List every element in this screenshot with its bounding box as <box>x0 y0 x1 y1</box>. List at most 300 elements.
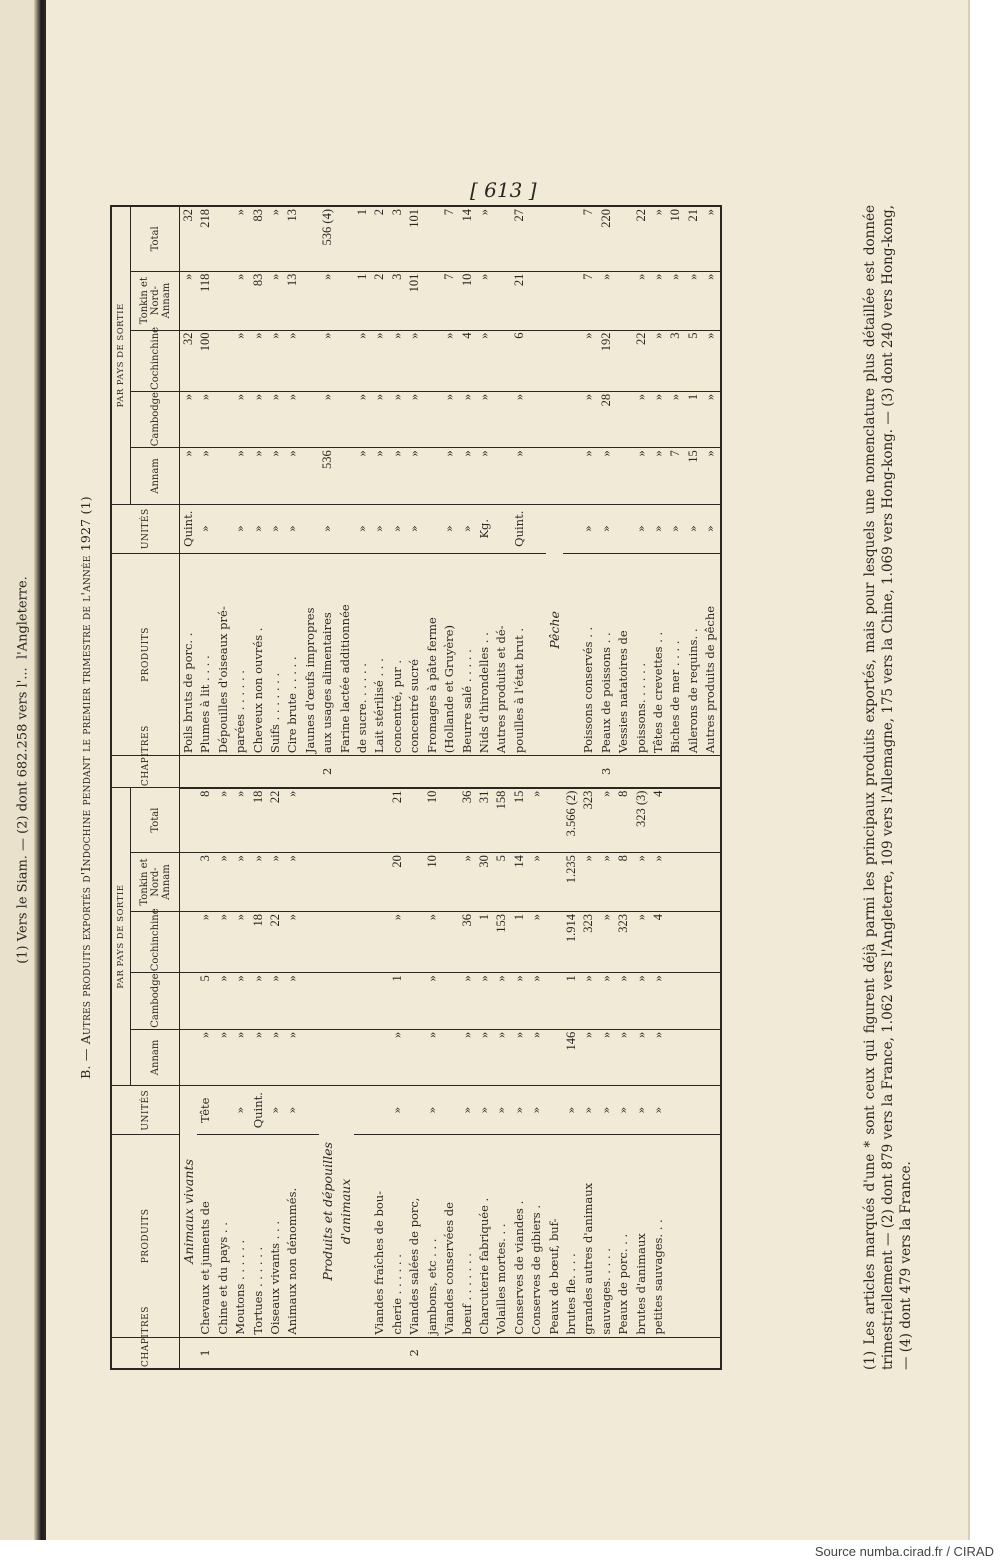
total-value: 8 <box>615 788 632 853</box>
table-body <box>180 206 721 1369</box>
cambodge-value <box>424 391 441 447</box>
tonkin-value: 20 <box>389 853 406 912</box>
annam-value: » <box>650 448 667 504</box>
cambodge-value: » <box>511 391 528 447</box>
product-cell: Volailles mortes. . . <box>493 1135 510 1337</box>
cambodge-value <box>563 391 580 447</box>
annam-value: » <box>232 448 249 504</box>
tonkin-value: » <box>650 271 667 330</box>
annam-value: 15 <box>685 448 702 504</box>
total-value: 32 <box>180 206 198 271</box>
chapter-cell <box>633 756 650 788</box>
product-cell: Chevaux et juments de <box>197 1135 214 1337</box>
product-cell: Autres produits et dé- <box>493 553 510 755</box>
chapter-cell <box>284 756 301 788</box>
tonkin-value: » <box>267 853 284 912</box>
tonkin-value <box>180 853 198 912</box>
annam-value <box>702 1029 720 1085</box>
tonkin-value: » <box>685 271 702 330</box>
annam-value: » <box>406 448 423 504</box>
table-row <box>250 206 267 1369</box>
product-cell <box>563 553 580 755</box>
tonkin-value <box>563 271 580 330</box>
table-row <box>685 206 702 1369</box>
tonkin-value <box>406 853 423 912</box>
product-cell: brutes fle. . . . <box>563 1135 580 1337</box>
cambodge-value: » <box>633 973 650 1029</box>
unit-cell <box>685 1086 702 1135</box>
product-cell: Moutons . . . . . . <box>232 1135 249 1337</box>
cochinchine-value: » <box>476 330 493 391</box>
unit-cell: Kg. <box>476 504 493 553</box>
cambodge-value: » <box>284 391 301 447</box>
tonkin-value: » <box>598 853 615 912</box>
cochinchine-value: » <box>232 330 249 391</box>
cochinchine-value <box>546 330 563 391</box>
table-row <box>371 206 388 1369</box>
annam-value <box>337 1029 354 1085</box>
product-cell: Charcuterie fabriquée . <box>476 1135 493 1337</box>
total-value: 10 <box>424 788 441 853</box>
total-value: 10 <box>667 206 684 271</box>
product-cell <box>667 1135 684 1337</box>
cochinchine-value: » <box>424 911 441 972</box>
chapter-cell <box>493 1337 510 1369</box>
annam-value: » <box>511 1029 528 1085</box>
tonkin-value: 101 <box>406 271 423 330</box>
annam-value <box>424 448 441 504</box>
total-value <box>441 788 458 853</box>
annam-value: » <box>598 1029 615 1085</box>
tonkin-value <box>493 271 510 330</box>
table-row <box>441 206 458 1369</box>
cochinchine-value: » <box>598 911 615 972</box>
tonkin-value: 3 <box>197 853 214 912</box>
total-value: 1 <box>354 206 371 271</box>
tonkin-value: » <box>528 853 545 912</box>
cochinchine-value <box>702 911 720 972</box>
cambodge-value: 1 <box>389 973 406 1029</box>
annam-value <box>319 1029 336 1085</box>
tonkin-value: » <box>702 271 720 330</box>
tonkin-value <box>441 853 458 912</box>
annam-value: » <box>511 448 528 504</box>
cochinchine-value <box>546 911 563 972</box>
annam-value <box>493 448 510 504</box>
total-value: 7 <box>441 206 458 271</box>
total-value <box>667 788 684 853</box>
cochinchine-value <box>371 911 388 972</box>
product-cell: Jaunes d'œufs impropres <box>302 553 319 755</box>
annam-value: » <box>580 448 597 504</box>
total-value: 7 <box>580 206 597 271</box>
annam-value: » <box>215 1029 232 1085</box>
annam-value: » <box>424 1029 441 1085</box>
annam-value: » <box>267 448 284 504</box>
cochinchine-value: 22 <box>633 330 650 391</box>
cochinchine-value: » <box>250 330 267 391</box>
cambodge-value <box>354 973 371 1029</box>
chapter-cell <box>459 756 476 788</box>
cambodge-value <box>406 973 423 1029</box>
header-tonkin: Tonkin et Nord-Annam <box>131 271 180 330</box>
product-cell: Suifs . . . . . . . <box>267 553 284 755</box>
unit-cell: » <box>650 504 667 553</box>
total-value: » <box>528 788 545 853</box>
table-row <box>389 206 406 1369</box>
total-value: » <box>284 788 301 853</box>
header-total: Total <box>131 206 180 271</box>
source-credit: Source numba.cirad.fr / CIRAD <box>814 1544 994 1559</box>
annam-value: » <box>528 1029 545 1085</box>
cambodge-value <box>441 973 458 1029</box>
table-row <box>667 206 684 1369</box>
header-unites: UNITÉS <box>111 504 180 553</box>
cambodge-value <box>667 973 684 1029</box>
cambodge-value: » <box>511 973 528 1029</box>
chapter-cell <box>302 756 319 788</box>
table-row <box>354 206 371 1369</box>
tonkin-value: 10 <box>424 853 441 912</box>
cochinchine-value: » <box>528 911 545 972</box>
header-unites: UNITÉS <box>111 1086 180 1135</box>
total-value <box>685 788 702 853</box>
annam-value: » <box>267 1029 284 1085</box>
total-value <box>371 788 388 853</box>
annam-value: » <box>633 448 650 504</box>
unit-cell: » <box>371 504 388 553</box>
unit-cell: Tête <box>197 1086 214 1135</box>
table-row <box>302 206 319 1369</box>
annam-value: » <box>459 1029 476 1085</box>
tonkin-value: » <box>232 271 249 330</box>
tonkin-value: » <box>476 271 493 330</box>
chapter-cell <box>476 756 493 788</box>
annam-value: » <box>284 448 301 504</box>
tonkin-value <box>546 853 563 912</box>
cochinchine-value: 22 <box>267 911 284 972</box>
tonkin-value: 118 <box>197 271 214 330</box>
unit-cell <box>354 1086 371 1135</box>
annam-value: » <box>476 448 493 504</box>
chapter-cell <box>389 756 406 788</box>
unit-cell: » <box>633 504 650 553</box>
product-cell: Poils bruts de porc. . <box>180 553 198 755</box>
cochinchine-value: » <box>650 330 667 391</box>
annam-value <box>180 1029 198 1085</box>
chapter-cell <box>528 1337 545 1369</box>
table-row <box>633 206 650 1369</box>
unit-cell: » <box>232 504 249 553</box>
unit-cell: » <box>424 1086 441 1135</box>
page-number: [ 613 ] <box>470 178 537 202</box>
chapter-cell <box>633 1337 650 1369</box>
cochinchine-value <box>180 911 198 972</box>
header-par-pays: PAR PAYS DE SORTIE <box>111 788 131 1086</box>
cambodge-value: » <box>633 391 650 447</box>
header-annam: Annam <box>131 448 180 504</box>
annam-value <box>215 448 232 504</box>
tonkin-value: » <box>650 853 667 912</box>
cochinchine-value <box>215 330 232 391</box>
chapter-cell <box>389 1337 406 1369</box>
annam-value: » <box>250 448 267 504</box>
annam-value: » <box>354 448 371 504</box>
table-row <box>284 206 301 1369</box>
annam-value: » <box>598 448 615 504</box>
book-spine <box>34 0 46 1540</box>
product-cell: Peaux de porc. . . <box>615 1135 632 1337</box>
product-cell: Farine lactée additionnée <box>337 553 354 755</box>
unit-cell <box>215 1086 232 1135</box>
product-cell: Conserves de gibiers . <box>528 1135 545 1337</box>
tonkin-value: 30 <box>476 853 493 912</box>
section-heading: Animaux vivants <box>180 1086 198 1337</box>
unit-cell: » <box>389 1086 406 1135</box>
annam-value <box>667 1029 684 1085</box>
product-cell <box>302 1135 319 1337</box>
product-cell: concentré, pur . <box>389 553 406 755</box>
product-cell <box>702 1135 720 1337</box>
table-row <box>650 206 667 1369</box>
product-cell: Cire brute . . . . . <box>284 553 301 755</box>
chapter-cell <box>685 756 702 788</box>
cambodge-value: » <box>580 391 597 447</box>
annam-value <box>563 448 580 504</box>
unit-cell: » <box>319 504 336 553</box>
chapter-cell <box>354 1337 371 1369</box>
chapter-cell <box>424 756 441 788</box>
product-cell: cherie . . . . . . <box>389 1135 406 1337</box>
unit-cell: » <box>476 1086 493 1135</box>
cochinchine-value <box>302 330 319 391</box>
unit-cell: » <box>389 504 406 553</box>
cambodge-value: » <box>250 391 267 447</box>
section-heading: Pêche <box>546 504 563 755</box>
chapter-cell <box>667 1337 684 1369</box>
chapter-cell <box>354 756 371 788</box>
header-chapitres: CHAPITRES <box>111 756 180 788</box>
total-value <box>302 788 319 853</box>
total-value <box>319 788 336 853</box>
cochinchine-value <box>528 330 545 391</box>
product-cell: Viandes salées de porc, <box>406 1135 423 1337</box>
total-value: » <box>476 206 493 271</box>
product-cell <box>354 1135 371 1337</box>
table-row <box>615 206 632 1369</box>
total-value: 218 <box>197 206 214 271</box>
cambodge-value <box>302 391 319 447</box>
unit-cell <box>493 504 510 553</box>
unit-cell: » <box>406 504 423 553</box>
cochinchine-value: » <box>319 330 336 391</box>
cochinchine-value: » <box>389 330 406 391</box>
cambodge-value: » <box>528 973 545 1029</box>
tonkin-value: 1.235 <box>563 853 580 912</box>
table-row <box>476 206 493 1369</box>
total-value: 21 <box>389 788 406 853</box>
unit-cell: » <box>354 504 371 553</box>
total-value: 14 <box>459 206 476 271</box>
cambodge-value: » <box>250 973 267 1029</box>
chapter-cell: 2 <box>319 756 336 788</box>
unit-cell <box>406 1086 423 1135</box>
tonkin-value: 10 <box>459 271 476 330</box>
annam-value: » <box>250 1029 267 1085</box>
cochinchine-value: 4 <box>459 330 476 391</box>
unit-cell: » <box>633 1086 650 1135</box>
header-total: Total <box>131 788 180 853</box>
table-row <box>180 206 198 1369</box>
chapter-cell <box>371 1337 388 1369</box>
total-value: » <box>702 206 720 271</box>
total-value <box>546 788 563 853</box>
cambodge-value: 1 <box>563 973 580 1029</box>
table-row <box>511 206 528 1369</box>
cochinchine-value: » <box>215 911 232 972</box>
tonkin-value: 21 <box>511 271 528 330</box>
tonkin-value: » <box>232 853 249 912</box>
cochinchine-value <box>685 911 702 972</box>
total-value: » <box>232 206 249 271</box>
tonkin-value <box>528 271 545 330</box>
tonkin-value <box>546 271 563 330</box>
cochinchine-value <box>302 911 319 972</box>
chapter-cell <box>615 1337 632 1369</box>
table-row <box>197 206 214 1369</box>
product-cell: parées . . . . . . <box>232 553 249 755</box>
product-cell: Vessies natatoires de <box>615 553 632 755</box>
tonkin-value: 7 <box>580 271 597 330</box>
annam-value <box>546 448 563 504</box>
cochinchine-value: » <box>702 330 720 391</box>
tonkin-value <box>302 853 319 912</box>
unit-cell: » <box>267 1086 284 1135</box>
cochinchine-value: 1.914 <box>563 911 580 972</box>
total-value: » <box>267 206 284 271</box>
tonkin-value <box>702 853 720 912</box>
cambodge-value: » <box>319 391 336 447</box>
annam-value: » <box>197 1029 214 1085</box>
unit-cell: » <box>598 1086 615 1135</box>
product-cell: petites sauvages. . . <box>650 1135 667 1337</box>
total-value <box>702 788 720 853</box>
total-value: 8 <box>197 788 214 853</box>
cochinchine-value: 153 <box>493 911 510 972</box>
tonkin-value <box>371 853 388 912</box>
cambodge-value: » <box>459 391 476 447</box>
unit-cell: » <box>459 504 476 553</box>
cochinchine-value: 5 <box>685 330 702 391</box>
chapter-cell <box>267 1337 284 1369</box>
annam-value <box>528 448 545 504</box>
tonkin-value <box>615 271 632 330</box>
unit-cell: » <box>284 504 301 553</box>
tonkin-value: » <box>284 853 301 912</box>
header-chapitres: CHAPITRES <box>111 1337 180 1369</box>
cochinchine-value <box>424 330 441 391</box>
tonkin-value <box>685 853 702 912</box>
annam-value <box>441 1029 458 1085</box>
unit-cell <box>546 1086 563 1135</box>
tonkin-value: » <box>250 853 267 912</box>
tonkin-value: » <box>598 271 615 330</box>
chapter-cell <box>441 1337 458 1369</box>
cochinchine-value <box>667 911 684 972</box>
table-row <box>424 206 441 1369</box>
total-value <box>615 206 632 271</box>
annam-value <box>302 1029 319 1085</box>
cochinchine-value: 1 <box>476 911 493 972</box>
total-value: 158 <box>493 788 510 853</box>
annam-value: » <box>197 448 214 504</box>
tonkin-value <box>354 853 371 912</box>
chapter-cell <box>459 1337 476 1369</box>
chapter-cell: 1 <box>197 1337 214 1369</box>
unit-cell: Quint. <box>511 504 528 553</box>
product-cell: pouilles à l'état brut . <box>511 553 528 755</box>
table-row <box>232 206 249 1369</box>
product-cell: de sucre. . . . . . <box>354 553 371 755</box>
annam-value: » <box>580 1029 597 1085</box>
total-value <box>424 206 441 271</box>
tonkin-value: 14 <box>511 853 528 912</box>
annam-value: » <box>702 448 720 504</box>
product-cell: concentré sucré <box>406 553 423 755</box>
product-cell: Viandes conservées de <box>441 1135 458 1337</box>
cambodge-value: » <box>232 973 249 1029</box>
unit-cell: Quint. <box>250 1086 267 1135</box>
chapter-cell <box>650 1337 667 1369</box>
cambodge-value: » <box>650 391 667 447</box>
product-cell: Nids d'hirondelles . . <box>476 553 493 755</box>
cambodge-value: » <box>615 973 632 1029</box>
table-row <box>546 206 563 1369</box>
chapter-cell <box>284 1337 301 1369</box>
section-heading: d'animaux <box>337 1086 354 1337</box>
total-value: 4 <box>650 788 667 853</box>
cambodge-value <box>319 973 336 1029</box>
unit-cell: » <box>580 504 597 553</box>
header-par-pays: PAR PAYS DE SORTIE <box>111 206 131 504</box>
cochinchine-value <box>337 911 354 972</box>
table-row <box>580 206 597 1369</box>
chapter-cell <box>319 1337 336 1369</box>
table-row <box>215 206 232 1369</box>
unit-cell: » <box>493 1086 510 1135</box>
annam-value <box>546 1029 563 1085</box>
product-cell <box>528 553 545 755</box>
header-cambodge: Cambodge <box>131 973 180 1029</box>
chapter-cell <box>511 756 528 788</box>
cambodge-value: » <box>598 973 615 1029</box>
cochinchine-value: » <box>406 330 423 391</box>
chapter-cell <box>250 756 267 788</box>
cambodge-value <box>180 973 198 1029</box>
product-cell: Oiseaux vivants . . . <box>267 1135 284 1337</box>
cambodge-value <box>615 391 632 447</box>
cochinchine-value: 100 <box>197 330 214 391</box>
cambodge-value <box>337 973 354 1029</box>
annam-value: » <box>232 1029 249 1085</box>
unit-cell <box>337 504 354 553</box>
unit-cell <box>215 504 232 553</box>
table-row <box>267 206 284 1369</box>
table-row <box>493 206 510 1369</box>
previous-page-footnote: (1) Vers le Siam. — (2) dont 682.258 vers l'... l'Angleterre. <box>15 576 31 964</box>
annam-value <box>302 448 319 504</box>
chapter-cell <box>702 1337 720 1369</box>
